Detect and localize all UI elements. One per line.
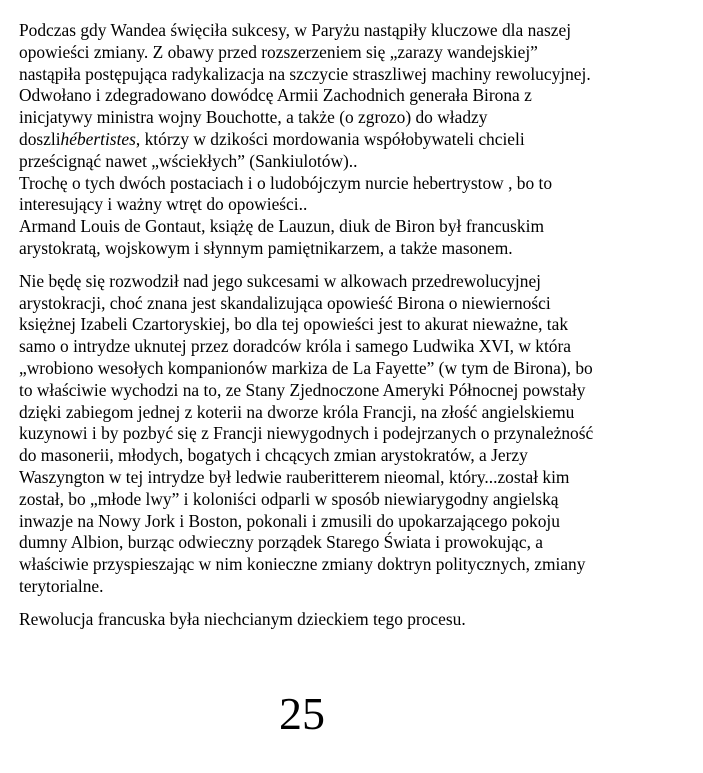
paragraph-text: Rewolucja francuska była niechcianym dzieckiem tego procesu. <box>19 608 466 629</box>
paragraph-text: Nie będę się rozwodził nad jego sukcesami w alkowach przedrewolucyjnej arystokracji, choć znana jest skandalizująca opowieść Birona o niewierności księżnej Izabeli Czartoryskiej, bo dla tej opowieści jest to akurat nieważne, tak samo o intrydze uknutej przez doradców króla i samego Ludwika XVI, w która „wrobiono wesołych kompanionów markiza de La Fayette” (w tym de Birona), bo to właściwie wychodzi na to, ze Stany Zjednoczone Ameryki Północnej powstały dzięki zabiegom jednej z koterii na dworze króla Francji, na złość angielskiemu kuzynowi i by pozbyć się z Francji niewygodnych i podejrzanych o przynależność do masonerii, młodych, bogatych i chcących zmian arystokratów, a Jerzy Waszyngton w tej intrydze był ledwie rauberitterem nieomal, który...został kim został, bo „młode lwy” i koloniści odparli w sposób niewiarygodny angielską inwazje na Nowy Jork i Boston, pokonali i zmusili do upokarzającego pokoju dumny Albion, burząc odwieczny porządek Starego Świata i prowokując, a właściwie przyspieszając w nim konieczne zmiany doktryn politycznych, zmiany terytorialne. <box>19 270 594 596</box>
paragraph <box>19 609 685 631</box>
italic-term: hébertistes <box>60 128 136 149</box>
page-number: 25 <box>279 688 325 739</box>
paragraph <box>19 271 685 598</box>
paragraph <box>19 20 685 260</box>
body-text <box>19 20 685 631</box>
paragraph-text: Podczas gdy Wandea święciła sukcesy, w Paryżu nastąpiły kluczowe dla naszej opowieści zmiany. Z obawy przed rozszerzeniem się „zarazy wandejskiej” nastąpiła postępująca radykalizacja na szczycie straszliwej machiny rewolucyjnej. Odwołano i zdegradowano dowódcę Armii Zachodnich generała Birona z inicjatywy ministra wojny Bouchotte, a także (o zgrozo) do władzy doszli <box>19 20 591 149</box>
paragraph-text: , którzy w dzikości mordowania współobywateli chcieli prześcignąć nawet „wściekłych” (Sankiulotów).. Trochę o tych dwóch postaciach i o ludobójczym nurcie hebertrystow , bo to interesujący i ważny wtręt do opowieści.. Armand Louis de Gontaut, książę de Lauzun, diuk de Biron był francuskim arystokratą, wojskowym i słynnym pamiętnikarzem, a także masonem. <box>19 128 553 258</box>
